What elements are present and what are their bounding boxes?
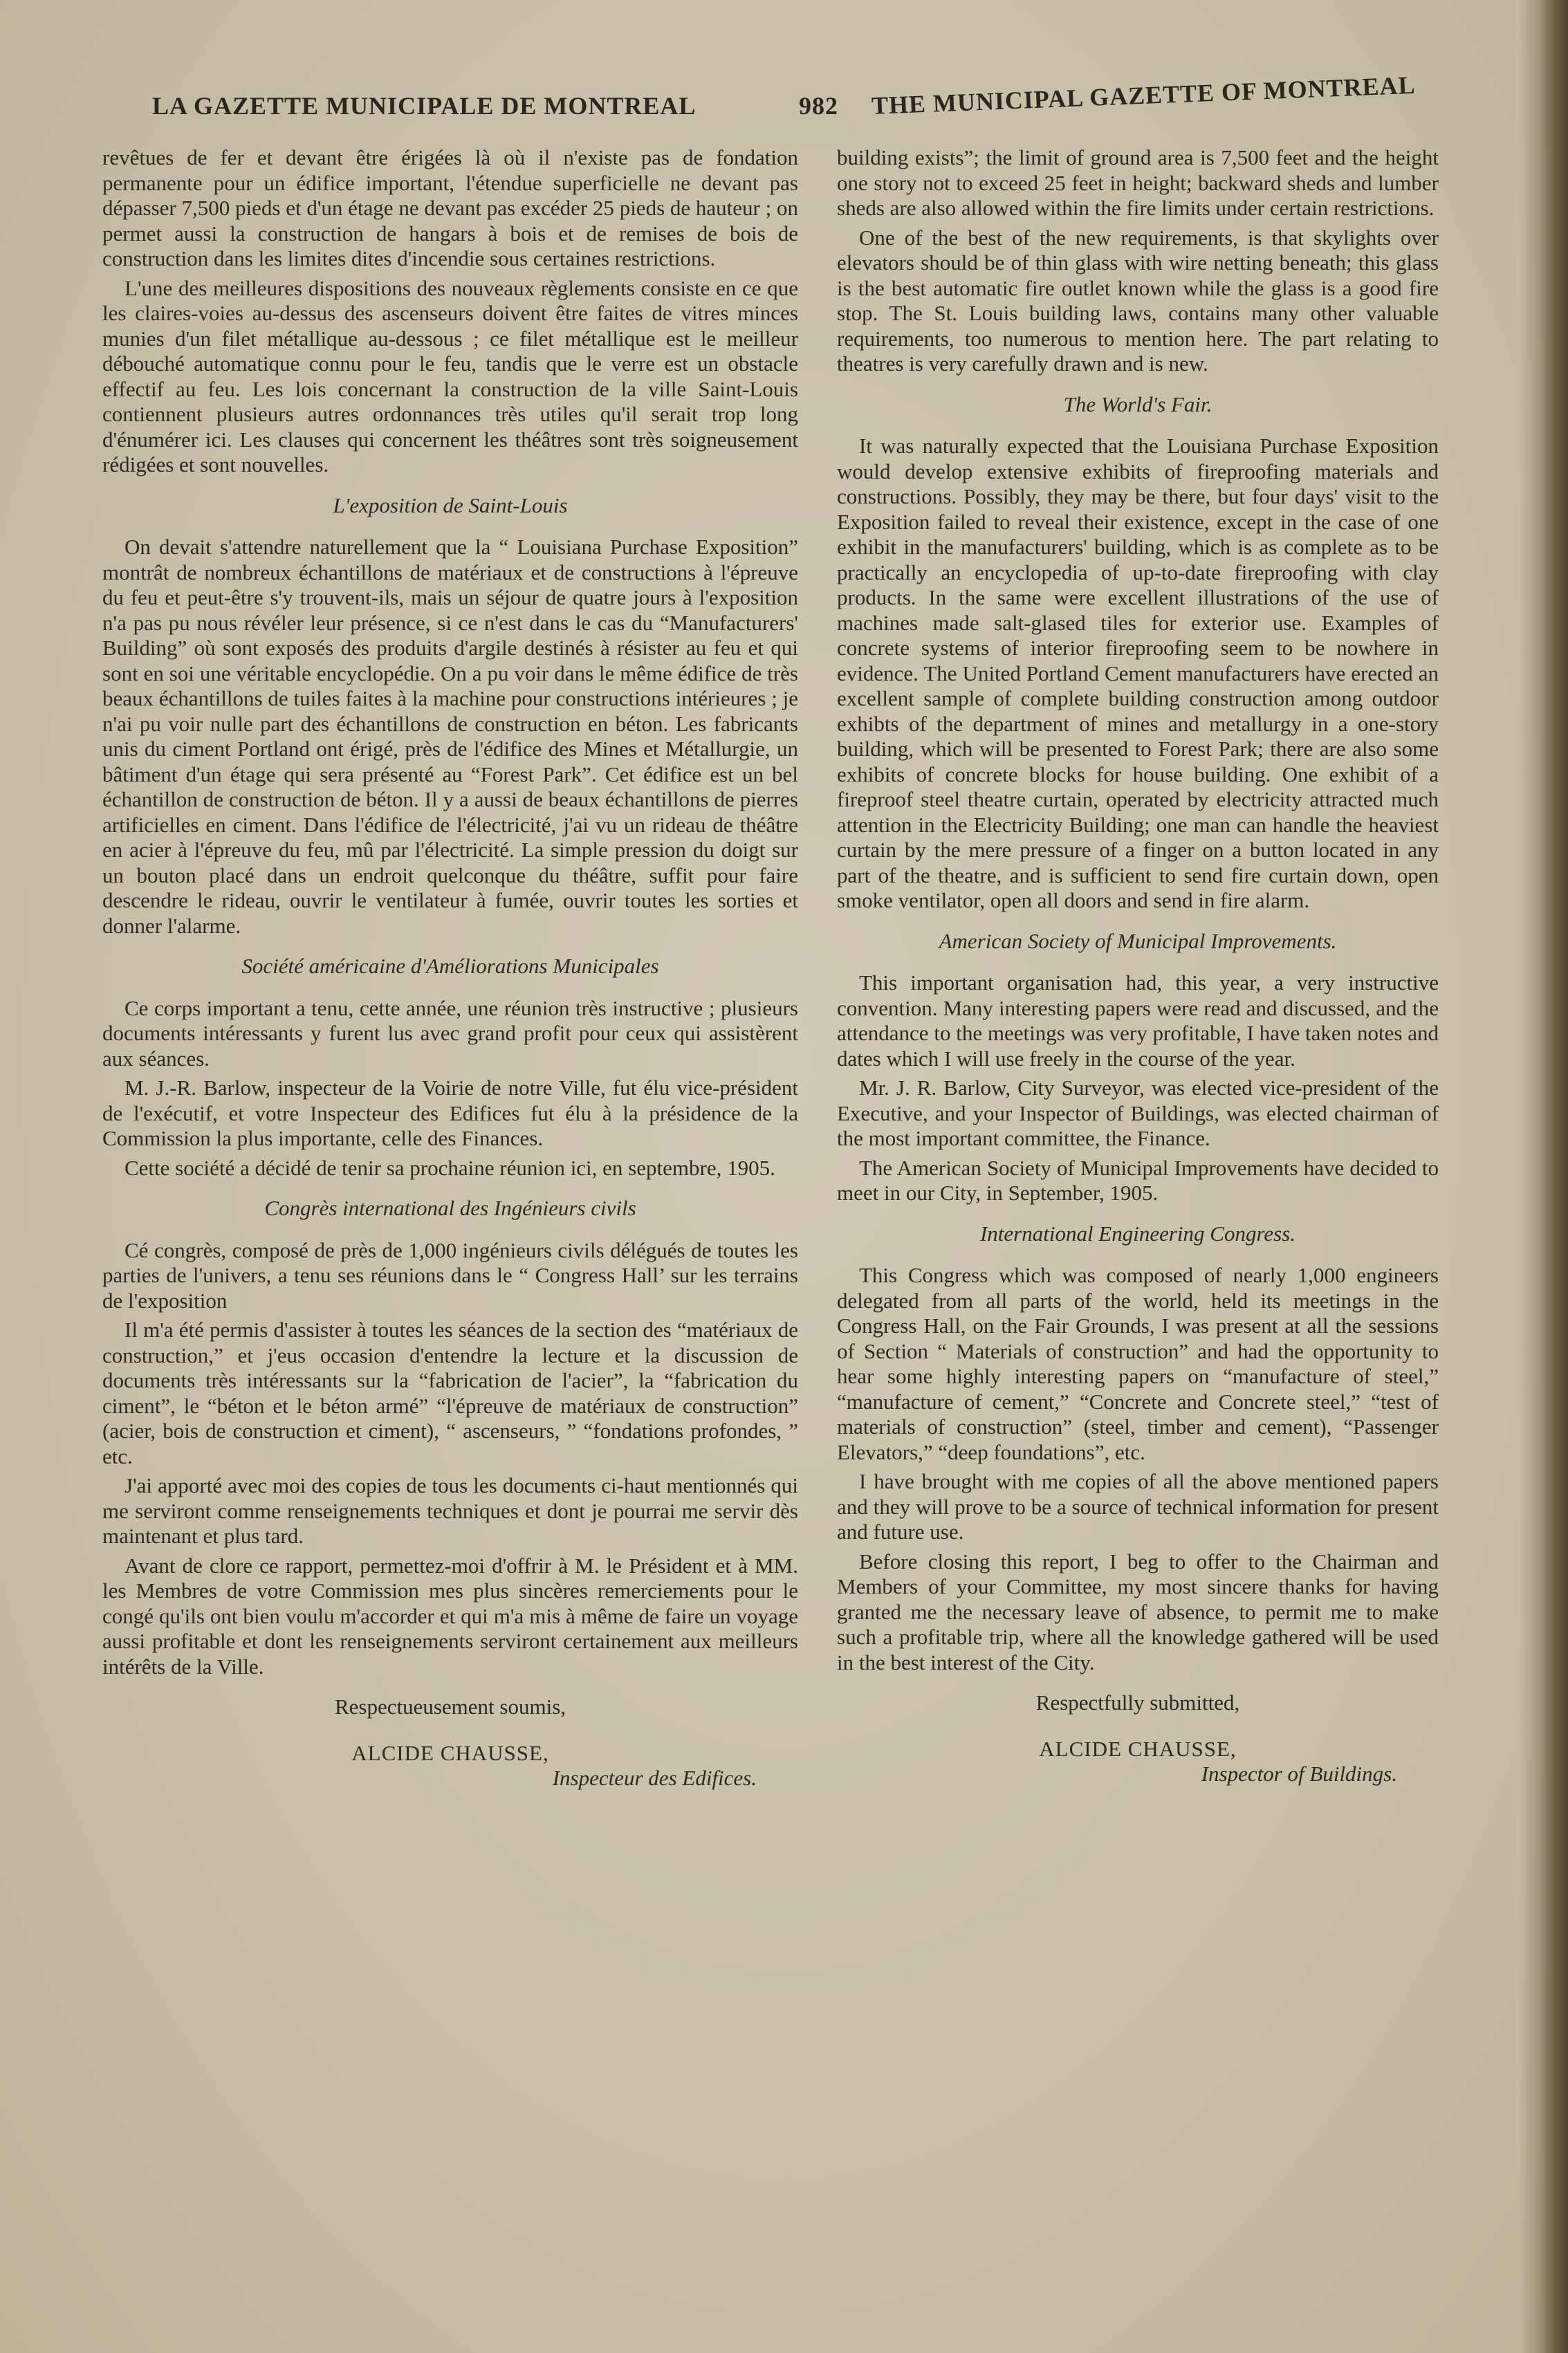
paragraph: Ce corps important a tenu, cette année, une réunion très instructive ; plusieurs documents intéressants y furent lus avec grand profit pour ceux qui assistèrent aux séances. bbox=[102, 995, 798, 1071]
paragraph: Before closing this report, I beg to offer to the Chairman and Members of your Committee, my most sincere thanks for having granted me the necessary leave of absence, to permit me to make such a profitable trip, where all the knowledge gathered will be used in the best interest of the City. bbox=[837, 1549, 1439, 1674]
signature-title: Inspector of Buildings. bbox=[1201, 1762, 1397, 1786]
paragraph: Cé congrès, composé de près de 1,000 ingénieurs civils délégués de toutes les parties de l'univers, a tenu ses réunions dans le “ Congress Hall’ sur les terrains de l'exposition bbox=[102, 1237, 798, 1313]
paragraph: building exists”; the limit of ground area is 7,500 feet and the height one story not to exceed 25 feet in height; backward sheds and lumber sheds are also allowed within the fire limits under certain restrictions. bbox=[837, 145, 1439, 220]
paragraph: It was naturally expected that the Louisiana Purchase Exposition would develop extensive exhibits of fireproofing materials and constructions. Possibly, they may be there, but four days' visit to the Exposition failed to reveal their existence, except in the case of one exhibit in the manufacturers' building, which is as complete as to be practically an encyclopedia of up-to-date fireproofing with clay products. In the same were excellent illustrations of the use of machines made salt-glased tiles for exterior use. Examples of concrete systems of interior fireproofing seem to be nowhere in evidence. The United Portland Cement manufacturers have erected an excellent sample of complete building construction among outdoor exhibts of the department of mines and metallurgy in a one-story building, which will be presented to Forest Park; there are also some exhibits of concrete blocks for house building. One exhibit of a fireproof steel theatre curtain, operated by electricity attracted much attention in the Electricity Building; one man can handle the heaviest curtain by the mere pressure of a finger on a button located in any part of the theatre, and is sufficient to send fire curtain down, open smoke ventilator, open all doors and send in fire alarm. bbox=[837, 434, 1439, 912]
paragraph: This important organisation had, this year, a very instructive convention. Many interesting papers were read and discussed, and the attendance to the meetings was very profitable, I have taken notes and dates which I will use freely in the course of the year. bbox=[837, 970, 1439, 1071]
paragraph: One of the best of the new requirements, is that skylights over elevators should be of thin glass with wire netting beneath; this glass is the best automatic fire outlet known while the glass is a good fire stop. The St. Louis building laws, contains many other valuable requirements, too numerous to mention here. The part relating to theatres is very carefully drawn and is new. bbox=[837, 225, 1439, 376]
paragraph: M. J.-R. Barlow, inspecteur de la Voirie de notre Ville, fut élu vice-président de l'exécutif, et votre Inspecteur des Edifices fut élu à la présidence de la Commission la plus importante, celle des Finances. bbox=[102, 1076, 798, 1150]
page-number: 982 bbox=[799, 92, 838, 120]
signature-title: Inspecteur des Edifices. bbox=[552, 1766, 757, 1790]
paragraph: L'une des meilleures dispositions des nouveaux règlements consiste en ce que les claires-voies au-dessus des ascenseurs doivent être faites de vitres minces munies d'un filet métallique au-dessous ; ce filet métallique est le meilleur débouché automatique connu pour le feu, tandis que le verre est un obstacle effectif au feu. Les lois concernant la construction de la ville Saint-Louis contiennent plusieurs autres ordonnances très utiles qu'il serait trop long d'énumérer ici. Les clauses qui concernent les théâtres sont très soigneusement rédigées et sont nouvelles. bbox=[102, 275, 798, 477]
page-binding-edge bbox=[1520, 0, 1568, 2353]
paragraph: On devait s'attendre naturellement que la “ Louisiana Purchase Exposition” montrât de nombreux échantillons de matériaux et de constructions à l'épreuve du feu et peut-être s'y trouvent-ils, mais un séjour de quatre jours à l'exposition n'a pas pu nous révéler leur présence, si ce n'est dans le cas du “Manufacturers' Building” où sont exposés des produits d'argile destinés à résister au feu et qui sont en soi une véritable encyclopédie. On a pu voir dans le même édifice de très beaux échantillons de tuiles faites à la machine pour constructions intérieures ; je n'ai pu voir nulle part des échantillons de construction en béton. Les fabricants unis du ciment Portland ont érigé, près de l'édifice des Mines et Métallurgie, un bâtiment d'un étage qui sera présenté au “Forest Park”. Cet édifice est un bel échantillon de construction de béton. Il y a aussi de beaux échantillons de pierres artificielles en ciment. Dans l'édifice de l'électricité, j'ai vu un rideau de théâtre en acier à l'épreuve du feu, mû par l'électricité. La simple pression du doigt sur un bouton placé dans un endroit quelconque du théâtre, suffit pour faire descendre le rideau, ouvrir le ventilateur à fumée, ouvrir toutes les sorties et donner l'alarme. bbox=[102, 535, 798, 938]
left-column-french bbox=[102, 145, 798, 1791]
header-title-english: THE MUNICIPAL GAZETTE OF MONTREAL bbox=[871, 71, 1417, 120]
signature-name: ALCIDE CHAUSSE, bbox=[1039, 1736, 1237, 1761]
signature-block bbox=[837, 1690, 1439, 1787]
section-heading: Société américaine d'Améliorations Municipales bbox=[241, 954, 659, 978]
paragraph: Cette société a décidé de tenir sa prochaine réunion ici, en septembre, 1905. bbox=[124, 1155, 775, 1180]
section-heading: Congrès international des Ingénieurs civils bbox=[264, 1196, 636, 1220]
signature-block bbox=[102, 1695, 798, 1791]
page-header bbox=[152, 71, 1522, 133]
paragraph: This Congress which was composed of nearly 1,000 engineers delegated from all parts of the world, held its meetings in the Congress Hall, on the Fair Grounds, I was present at all the sessions of Section “ Materials of construction” and had the opportunity to hear some highly interesting papers on “manufacture of steel,” “manufacture of cement,” “Concrete and Concrete steel,” “test of materials of construction” (steel, timber and cement), “Passenger Elevators,” “deep foundations”, etc. bbox=[837, 1263, 1439, 1464]
paragraph: The American Society of Municipal Improvements have decided to meet in our City, in September, 1905. bbox=[837, 1155, 1439, 1205]
signature-name: ALCIDE CHAUSSE, bbox=[351, 1740, 549, 1765]
closing-line: Respectueusement soumis, bbox=[334, 1695, 566, 1719]
paragraph: J'ai apporté avec moi des copies de tous les documents ci-haut mentionnés qui me serviront comme renseignements techniques et dont je pourrai me servir dès maintenant et plus tard. bbox=[102, 1473, 798, 1548]
section-heading: American Society of Municipal Improvements. bbox=[939, 928, 1337, 953]
paragraph: Mr. J. R. Barlow, City Surveyor, was elected vice-president of the Executive, and your Inspector of Buildings, was elected chairman of the most important committee, the Finance. bbox=[837, 1076, 1439, 1150]
section-heading: International Engineering Congress. bbox=[979, 1221, 1296, 1246]
paragraph: I have brought with me copies of all the above mentioned papers and they will prove to be a source of technical information for present and future use. bbox=[837, 1469, 1439, 1544]
section-heading: The World's Fair. bbox=[1063, 391, 1212, 416]
closing-line: Respectfully submitted, bbox=[1035, 1690, 1240, 1715]
right-column-english bbox=[837, 145, 1439, 1787]
section-heading: L'exposition de Saint-Louis bbox=[333, 492, 568, 517]
paragraph: revêtues de fer et devant être érigées là où il n'existe pas de fondation permanente pour un édifice important, l'étendue superficielle ne devant pas dépasser 7,500 pieds et d'un étage ne devant pas excéder 25 pieds de hauteur ; on permet aussi la construction de hangars à bois et de remises de bois de construction dans les limites dites d'incendie sous certaines restrictions. bbox=[102, 145, 798, 270]
paragraph: Il m'a été permis d'assister à toutes les séances de la section des “matériaux de construction,” et j'eus occasion d'entendre la lecture et la discussion de documents très intéressants sur la “fabrication de l'acier”, la “fabrication du ciment”, le “béton et le béton armé” “l'épreuve de matériaux de construction” (acier, bois de construction et ciment), “ ascenseurs, ” “fondations profondes, ” etc. bbox=[102, 1318, 798, 1468]
paragraph: Avant de clore ce rapport, permettez-moi d'offrir à M. le Président et à MM. les Membres de votre Commission mes plus sincères remerciements pour le congé qu'ils ont bien voulu m'accorder et qui m'a mis à même de faire un voyage aussi profitable et dont les renseignements serviront certainement aux meilleurs intérêts de la Ville. bbox=[102, 1553, 798, 1679]
header-title-french: LA GAZETTE MUNICIPALE DE MONTREAL bbox=[152, 92, 697, 120]
